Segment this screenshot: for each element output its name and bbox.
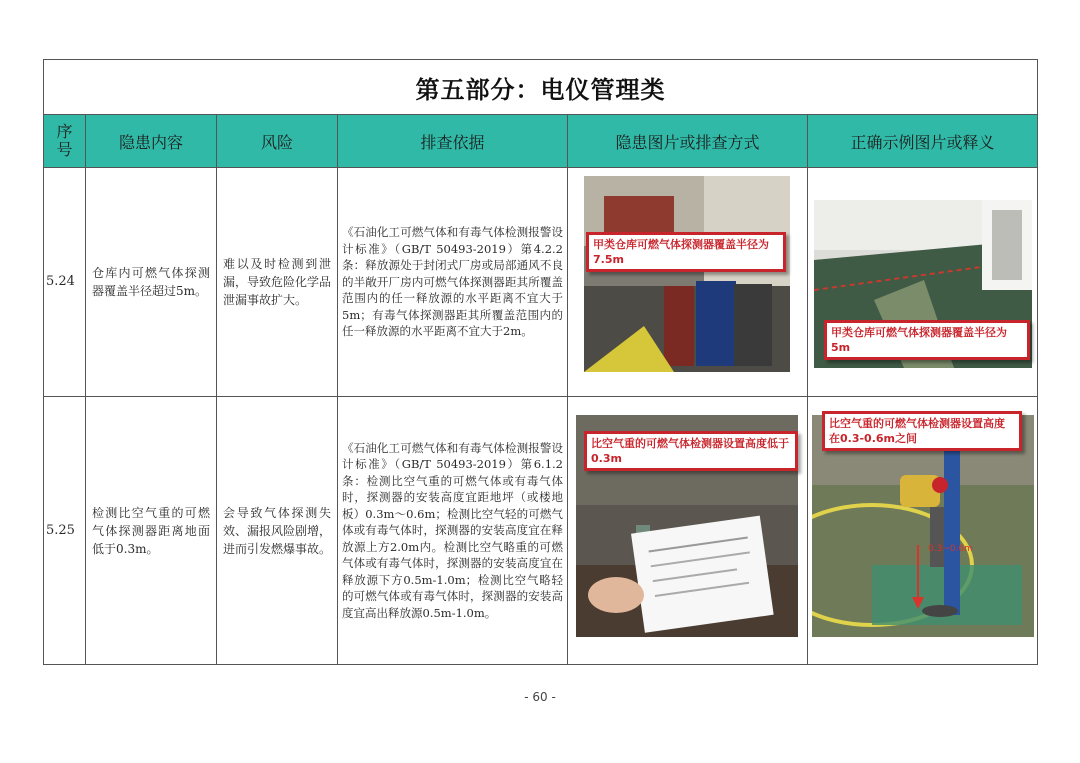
hazard-callout: 甲类仓库可燃气体探测器覆盖半径为7.5m xyxy=(586,232,786,272)
inspection-basis: 《石油化工可燃气体和有毒气体检测报警设计标准》（GB/T 50493-2019）第4.2.2条：释放源处于封闭式厂房或局部通风不良的半敞开厂房内可燃气体探测器距其所覆盖范围内的任一释放源的水平距离不宜大于5m；有毒气体探测器距其所覆盖范围内的任一释放源的水平距离不宜大于2m。 xyxy=(338,168,568,397)
document-page xyxy=(43,59,1037,665)
header-risk: 风险 xyxy=(217,115,338,168)
page-number: - 60 - xyxy=(524,690,556,704)
header-hazard: 隐患内容 xyxy=(86,115,217,168)
table-row xyxy=(44,397,1038,665)
hazard-content: 仓库内可燃气体探测器覆盖半径超过5m。 xyxy=(86,168,217,397)
section-title: 第五部分：电仪管理类 xyxy=(44,60,1038,115)
row-number: 5.24 xyxy=(44,168,86,397)
table-header-row xyxy=(44,115,1038,168)
inspection-basis: 《石油化工可燃气体和有毒气体检测报警设计标准》（GB/T 50493-2019）第6.1.2条：检测比空气重的可燃气体或有毒气体时，探测器的安装高度宜距地坪（或楼地板）0.3m～0.6m；检测比空气轻的可燃气体或有毒气体时，探测器的安装高度宜在释放源上方2.0m内。检测比空气略重的可燃气体或有毒气体时，探测器的安装高度宜在释放源下方0.5m-1.0m；检测比空气略轻的可燃气体或有毒气体时，探测器的安装高度宜高出释放源0.5m-1.0m。 xyxy=(338,397,568,665)
hazard-table xyxy=(43,59,1038,665)
example-photo-cell xyxy=(808,168,1038,397)
example-photo-cell xyxy=(808,397,1038,665)
hazard-callout: 比空气重的可燃气体检测器设置高度低于0.3m xyxy=(584,431,798,471)
warehouse-hazard-photo xyxy=(584,176,790,372)
hazard-content: 检测比空气重的可燃气体探测器距离地面低于0.3m。 xyxy=(86,397,217,665)
dimension-label: 0.3~0.6m xyxy=(928,544,973,554)
header-photo: 隐患图片或排查方式 xyxy=(568,115,808,168)
hazard-photo-cell xyxy=(568,397,808,665)
header-basis: 排查依据 xyxy=(338,115,568,168)
row-number: 5.25 xyxy=(44,397,86,665)
header-example: 正确示例图片或释义 xyxy=(808,115,1038,168)
risk-text: 会导致气体探测失效、漏报风险剧增，进而引发燃爆事故。 xyxy=(217,397,338,665)
risk-text: 难以及时检测到泄漏，导致危险化学品泄漏事故扩大。 xyxy=(217,168,338,397)
table-row xyxy=(44,168,1038,397)
header-seq: 序 号 xyxy=(44,115,86,168)
example-callout: 比空气重的可燃气体检测器设置高度在0.3-0.6m之间 xyxy=(822,411,1022,451)
hazard-photo-cell xyxy=(568,168,808,397)
example-callout: 甲类仓库可燃气体探测器覆盖半径为5m xyxy=(824,320,1030,360)
